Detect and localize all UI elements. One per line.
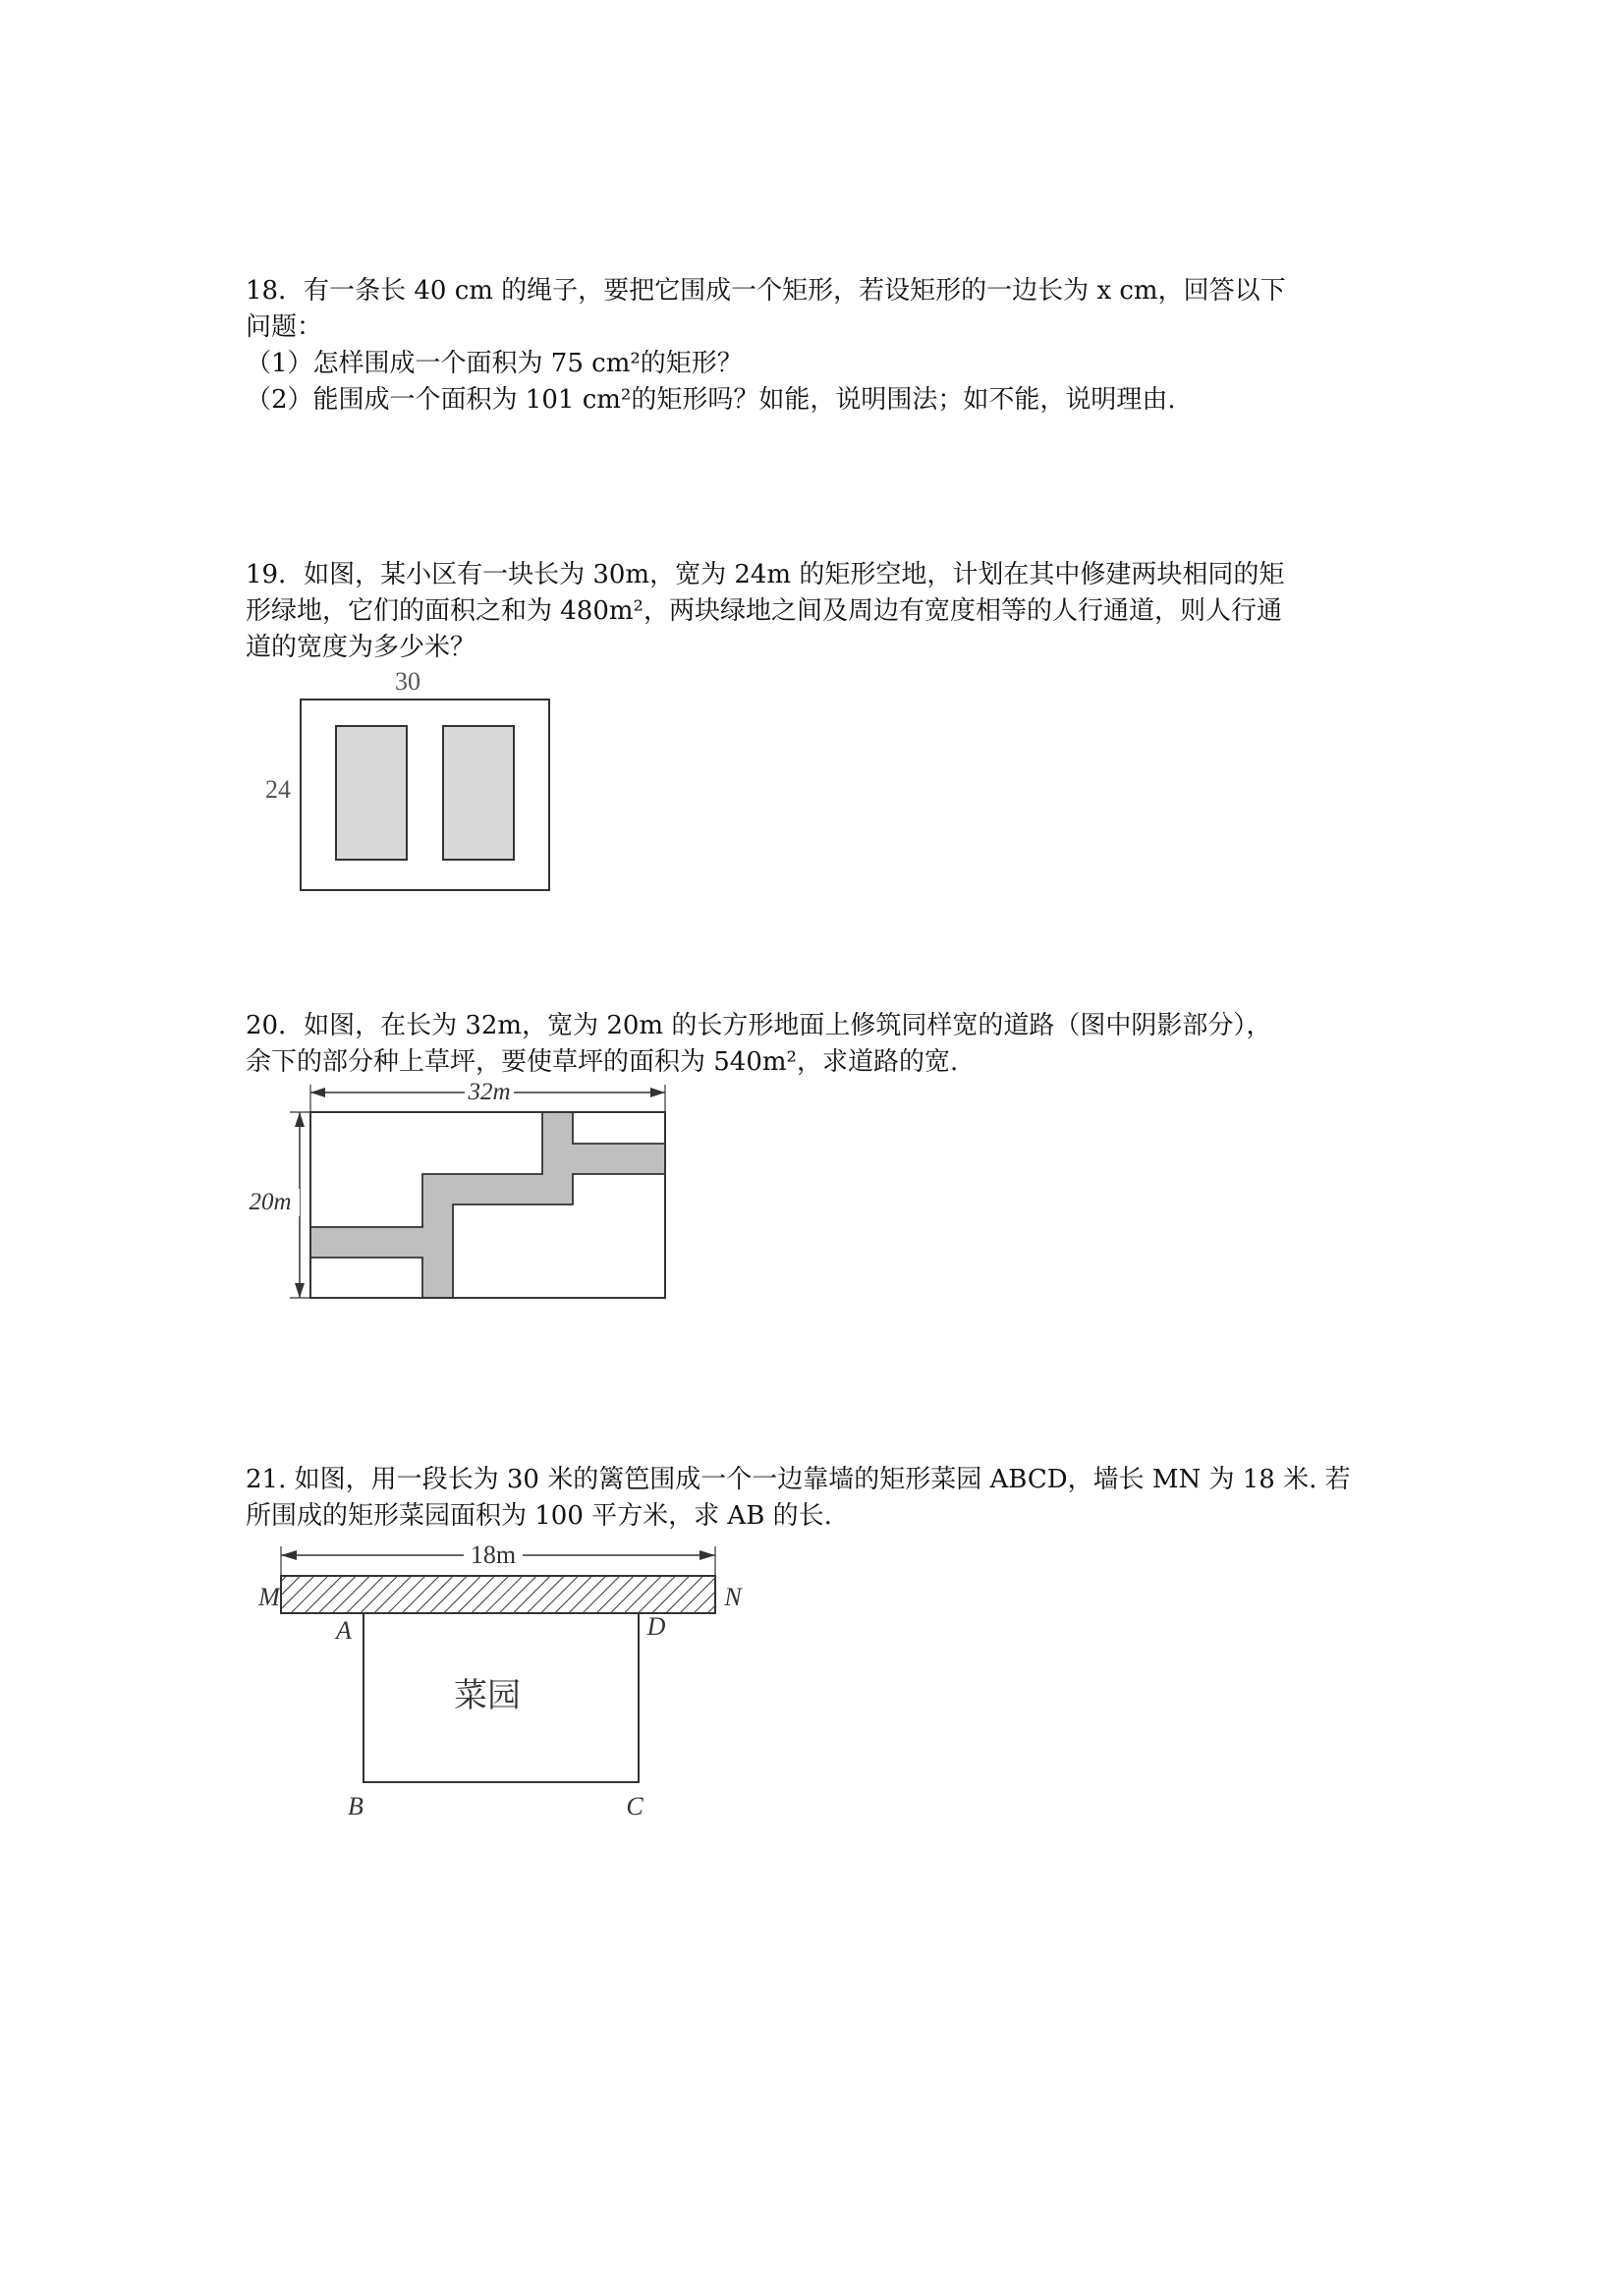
question-19-line-3: 道的宽度为多少米？ <box>246 633 476 662</box>
question-21-line-1: 21. 如图，用一段长为 30 米的篱笆围成一个一边靠墙的矩形菜园 ABCD，墙长 MN 为 18 米. 若 <box>246 1465 1351 1494</box>
label-a: A <box>336 1616 352 1645</box>
garden-label: 菜园 <box>454 1676 521 1715</box>
question-21 <box>246 1462 1395 1535</box>
question-19-line-1: 19．如图，某小区有一块长为 30m，宽为 24m 的矩形空地，计划在其中修建两块相同的矩 <box>246 560 1285 589</box>
green-area-left <box>336 726 407 860</box>
label-d: D <box>646 1612 666 1641</box>
height-label: 20m <box>249 1189 292 1215</box>
question-18-part-1: （1）怎样围成一个面积为 75 cm²的矩形？ <box>246 349 743 378</box>
question-20-line-1: 20．如图，在长为 32m，宽为 20m 的长方形地面上修筑同样宽的道路（图中阴影部分）， <box>246 1011 1272 1040</box>
label-m: M <box>258 1583 280 1611</box>
height-label: 24 <box>265 775 291 804</box>
question-19-line-2: 形绿地，它们的面积之和为 480m²，两块绿地之间及周边有宽度相等的人行通道，则人行通 <box>246 596 1282 626</box>
label-b: B <box>348 1792 364 1820</box>
label-n: N <box>724 1583 742 1611</box>
green-area-right <box>443 726 514 860</box>
question-18-line-2: 问题： <box>246 312 323 342</box>
question-18 <box>246 273 1395 419</box>
question-21-line-2: 所围成的矩形菜园面积为 100 平方米，求 AB 的长. <box>246 1501 832 1531</box>
label-c: C <box>626 1792 644 1820</box>
width-label: 32m <box>468 1079 511 1105</box>
question-20 <box>246 1008 1395 1081</box>
question-19-figure <box>251 660 565 896</box>
width-label: 30 <box>395 667 420 696</box>
wall-mn <box>281 1576 715 1613</box>
question-19 <box>246 557 1395 666</box>
question-18-part-2: （2）能围成一个面积为 101 cm²的矩形吗？如能，说明围法；如不能，说明理由. <box>246 385 1176 415</box>
question-20-figure <box>241 1079 673 1307</box>
question-18-line-1: 18．有一条长 40 cm 的绳子，要把它围成一个矩形，若设矩形的一边长为 x cm，回答以下 <box>246 276 1286 306</box>
question-21-figure <box>246 1533 756 1827</box>
wall-length-label: 18m <box>470 1540 517 1569</box>
question-20-line-2: 余下的部分种上草坪，要使草坪的面积为 540m²，求道路的宽. <box>246 1047 959 1077</box>
